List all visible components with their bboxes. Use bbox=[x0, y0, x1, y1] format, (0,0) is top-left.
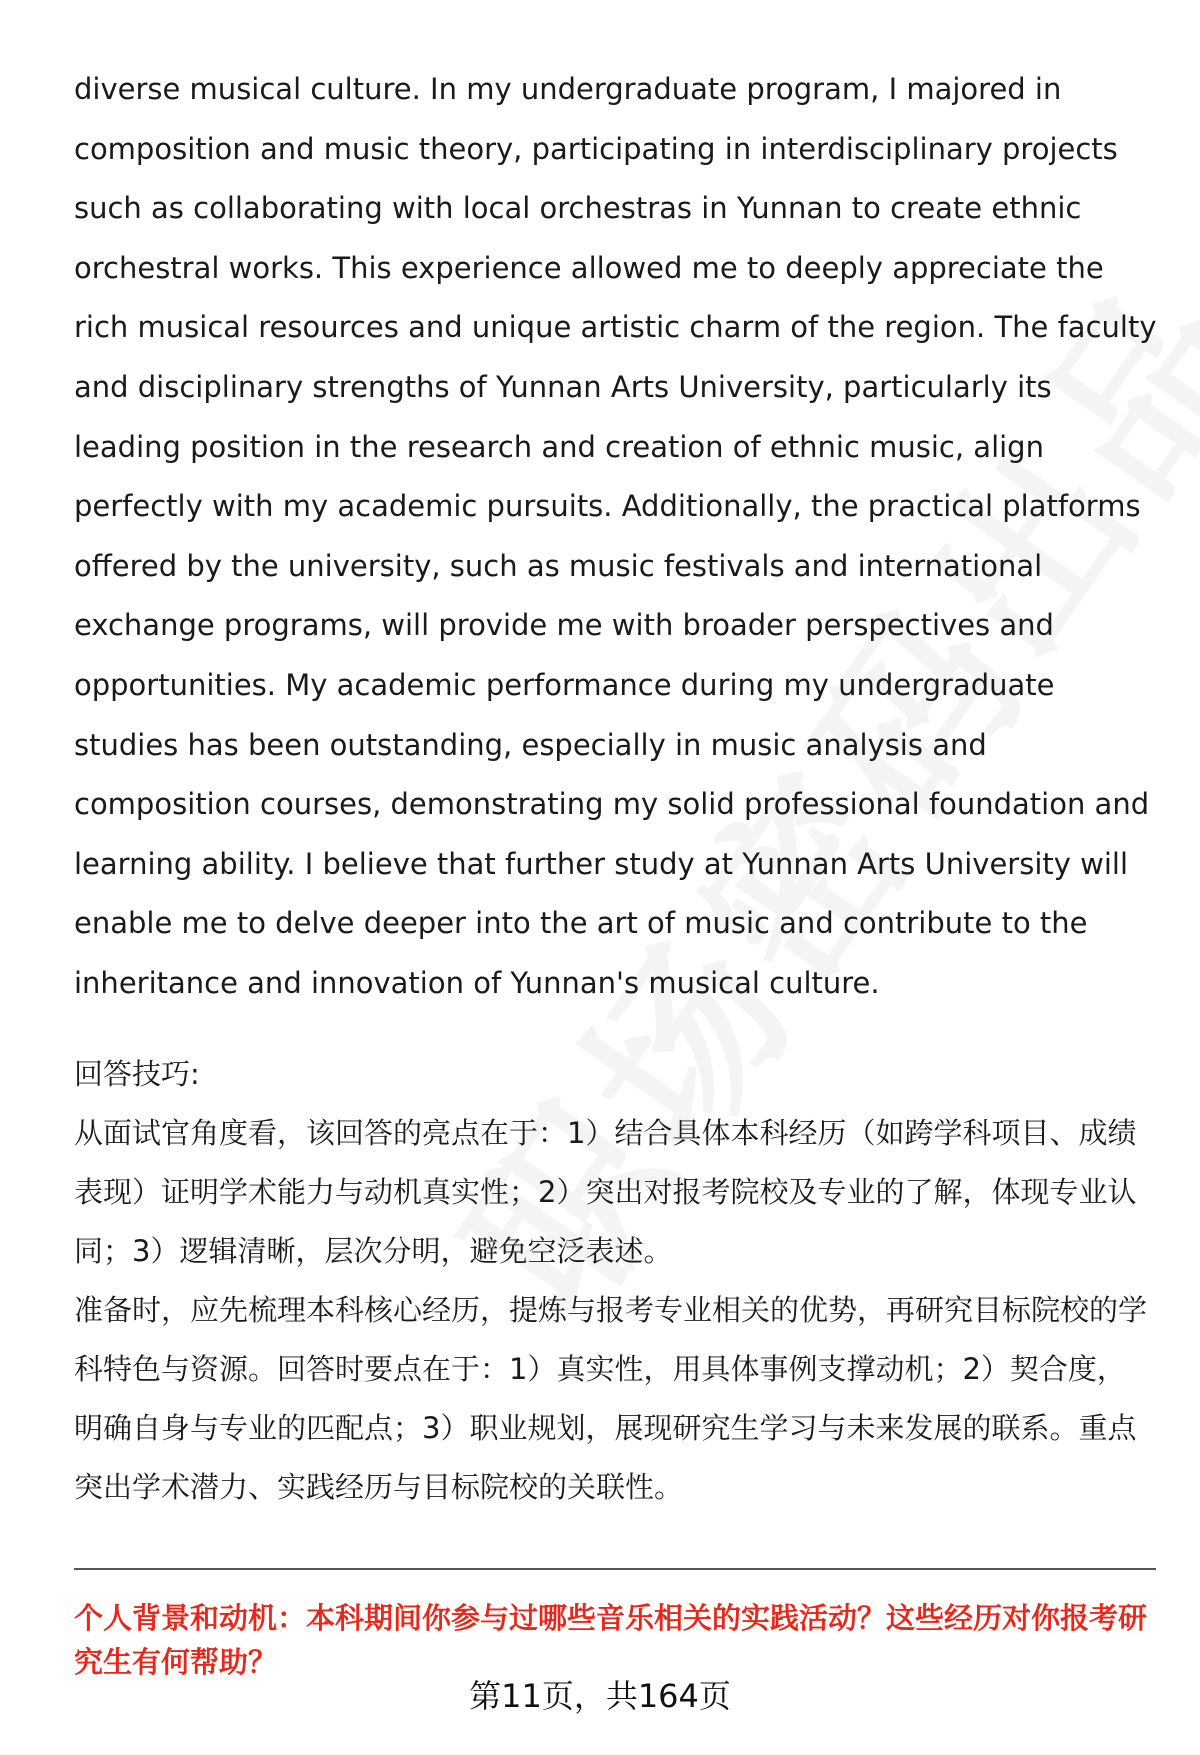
tips-paragraph-2: 准备时，应先梳理本科核心经历，提炼与报考专业相关的优势，再研究目标院校的学科特色与资源。回答时要点在于：1）真实性，用具体事例支撑动机；2）契合度，明确自身与专业的匹配点；3）职业规划，展现研究生学习与未来发展的联系。重点突出学术潜力、实践经历与目标院校的关联性。 bbox=[74, 1293, 1148, 1504]
tips-heading: 回答技巧: bbox=[74, 1057, 200, 1091]
page-footer bbox=[0, 1674, 1200, 1718]
next-question-heading: 个人背景和动机：本科期间你参与过哪些音乐相关的实践活动？这些经历对你报考研究生有何帮助？ bbox=[74, 1601, 1148, 1679]
answer-body-paragraph: diverse musical culture. In my undergraduate program, I majored in composition and music theory, participating in interdisciplinary projects such as collaborating with local orchestras in Yunnan to create ethnic orchestral works. This experience allowed me to deeply appreciate the rich musical resources and unique artistic charm of the region. The faculty and disciplinary strengths of Yunnan Arts University, particularly its leading position in the research and creation of ethnic music, align perfectly with my academic pursuits. Additionally, the practical platforms offered by the university, such as music festivals and international exchange programs, will provide me with broader perspectives and opportunities. My academic performance during my undergraduate studies has been outstanding, especially in music analysis and composition courses, demonstrating my solid professional foundation and learning ability. I believe that further study at Yunnan Arts University will enable me to delve deeper into the art of music and contribute to the inheritance and innovation of Yunnan's musical culture. bbox=[74, 72, 1157, 1000]
answer-tips-section bbox=[74, 1045, 1154, 1517]
page-number: 第11页，共164页 bbox=[469, 1677, 731, 1715]
tips-paragraph-1: 从面试官角度看，该回答的亮点在于：1）结合具体本科经历（如跨学科项目、成绩表现）证明学术能力与动机真实性；2）突出对报考院校及专业的了解，体现专业认同；3）逻辑清晰，层次分明，避免空泛表述。 bbox=[74, 1116, 1137, 1268]
section-divider bbox=[74, 1568, 1156, 1570]
